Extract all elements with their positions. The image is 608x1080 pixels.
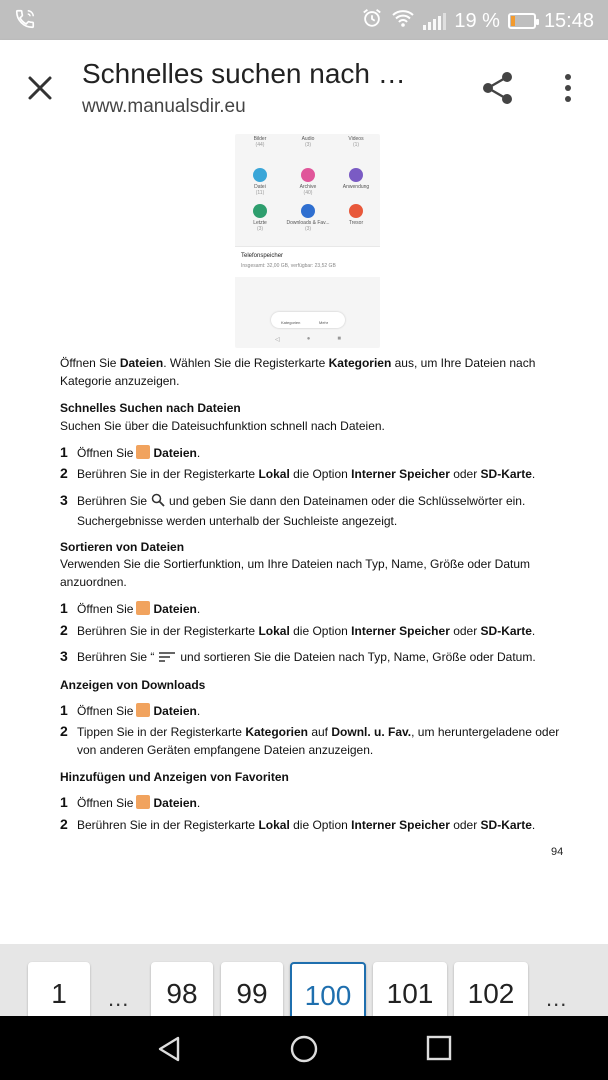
intro-paragraph: Öffnen Sie Dateien. Wählen Sie die Registerkarte Kategorien aus, um Ihre Dateien nach Kategorie anzuzeigen. — [60, 356, 536, 388]
pill-left: Kategorien — [281, 320, 301, 325]
category-cell — [284, 168, 332, 196]
category-label: Letzte — [253, 220, 267, 226]
category-cell — [332, 168, 380, 190]
files-app-icon — [136, 601, 150, 615]
category-label: Archive — [299, 184, 317, 190]
section-heading-downloads: Anzeigen von Downloads — [60, 678, 206, 692]
favorites-step-2: 2 Berühren Sie in der Registerkarte Lokal die Option Interner Speicher oder SD-Karte. — [60, 816, 536, 832]
section-desc-search: Suchen Sie über die Dateisuchfunktion schnell nach Dateien. — [60, 419, 385, 433]
page-button[interactable]: 102 — [454, 962, 528, 1022]
category-cell — [236, 134, 284, 148]
alarm-icon — [361, 7, 383, 35]
pill-right: Mehr — [319, 320, 329, 325]
pagination-ellipsis-left: ... — [108, 986, 130, 1011]
page-button-current[interactable]: 100 — [290, 962, 366, 1022]
recents-icon[interactable] — [425, 1034, 453, 1062]
search-step-1: 1 Öffnen Sie Dateien. — [60, 444, 201, 460]
sort-step-3: 3 Berühren Sie “ und sortieren Sie die Dateien nach Typ, Name, Größe oder Datum. — [60, 648, 560, 668]
app-header — [0, 40, 608, 134]
page-button-first[interactable]: 1 — [28, 962, 90, 1022]
search-icon — [151, 493, 165, 512]
category-count: (1) — [352, 142, 360, 148]
downloads-step-2: 2 Tippen Sie in der Registerkarte Kategorien auf Downl. u. Fav., um heruntergeladene oder von anderen Geräten empfangene Dateien anzuzeigen. — [60, 723, 560, 757]
storage-title: Telefonspeicher — [241, 253, 284, 259]
close-button[interactable] — [22, 70, 58, 106]
category-count: (3) — [304, 142, 312, 148]
document-page-number: 94 — [551, 846, 564, 858]
section-heading-favorites: Hinzufügen und Anzeigen von Favoriten — [60, 770, 289, 784]
battery-icon — [508, 13, 536, 29]
more-options-button[interactable] — [556, 70, 580, 106]
category-cell — [284, 204, 332, 232]
page-url: www.manualsdir.eu — [82, 96, 246, 117]
category-count: (3) — [256, 226, 264, 232]
share-button[interactable] — [478, 68, 518, 108]
category-count: (40) — [303, 190, 313, 196]
category-icon — [349, 168, 363, 182]
clock: 15:48 — [543, 9, 594, 32]
wifi-icon — [391, 8, 415, 34]
storage-detail: Insgesamt: 32,00 GB, verfügbar: 23,52 GB — [241, 263, 336, 269]
section-heading-search: Schnelles Suchen nach Dateien — [60, 401, 241, 415]
storage-row — [235, 246, 380, 277]
category-label: Audio — [301, 136, 315, 142]
close-icon — [22, 70, 58, 106]
favorites-step-1: 1 Öffnen Sie Dateien. — [60, 794, 201, 810]
search-step-2: 2 Berühren Sie in der Registerkarte Lokal die Option Interner Speicher oder SD-Karte. — [60, 465, 536, 481]
system-nav-bar — [0, 1016, 608, 1080]
files-app-icon — [136, 703, 150, 717]
sort-step-1: 1 Öffnen Sie Dateien. — [60, 600, 201, 616]
sort-step-2: 2 Berühren Sie in der Registerkarte Lokal die Option Interner Speicher oder SD-Karte. — [60, 622, 536, 638]
signal-icon — [423, 12, 446, 30]
category-icon — [301, 204, 315, 218]
category-icon — [253, 204, 267, 218]
category-label: Bilder — [253, 136, 267, 142]
downloads-step-1: 1 Öffnen Sie Dateien. — [60, 702, 201, 718]
category-cell — [284, 134, 332, 148]
category-count: (3) — [304, 226, 312, 232]
share-icon — [478, 68, 518, 108]
sort-icon — [158, 650, 176, 668]
category-label: Videos — [348, 136, 364, 142]
battery-percent: 19 % — [454, 9, 500, 32]
category-icon — [349, 204, 363, 218]
status-bar — [0, 0, 608, 40]
page-button[interactable]: 101 — [373, 962, 447, 1022]
category-count: (11) — [255, 190, 265, 196]
screenshot-thumbnail — [235, 134, 380, 348]
category-icon — [253, 168, 267, 182]
page-button[interactable]: 99 — [221, 962, 283, 1022]
thumb-nav: ◁ ● ■ — [275, 336, 341, 343]
title-block — [82, 58, 442, 118]
page-title: Schnelles suchen nach … — [82, 58, 406, 89]
back-icon[interactable] — [154, 1034, 184, 1064]
category-cell — [332, 204, 380, 226]
more-vert-icon — [556, 70, 580, 106]
category-icon — [301, 168, 315, 182]
category-label: Anwendung — [342, 184, 370, 190]
search-step-3: 3 Berühren Sie und geben Sie dann den Dateinamen oder die Schlüsselwörter ein. Suchergebnisse werden unterhalb der Suchleiste angezeigt. — [60, 492, 526, 528]
phone-icon — [14, 8, 36, 36]
category-count: (44) — [255, 142, 265, 148]
category-label: Downloads & Fav... — [286, 220, 330, 226]
home-icon[interactable] — [289, 1034, 319, 1064]
files-app-icon — [136, 445, 150, 459]
category-cell — [236, 204, 284, 232]
tab-pill — [271, 312, 345, 328]
category-cell — [332, 134, 380, 148]
pagination-bar — [0, 944, 608, 1016]
page-button[interactable]: 98 — [151, 962, 213, 1022]
section-heading-sort: Sortieren von Dateien — [60, 540, 185, 554]
category-cell — [236, 168, 284, 196]
category-label: Datei — [254, 184, 266, 190]
files-app-icon — [136, 795, 150, 809]
category-label: Tresor — [348, 220, 364, 226]
pagination-ellipsis-right: ... — [546, 986, 568, 1011]
section-desc-sort: Verwenden Sie die Sortierfunktion, um Ihre Dateien nach Typ, Name, Größe oder Datum anzuordnen. — [60, 557, 531, 589]
document-page — [0, 134, 608, 944]
